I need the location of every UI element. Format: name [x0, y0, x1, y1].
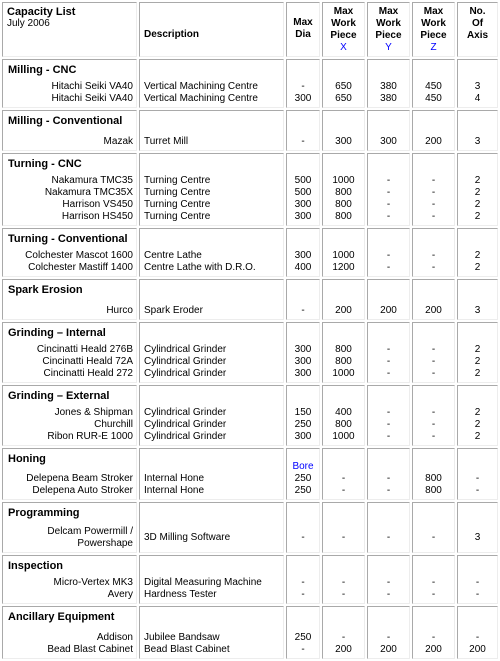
max-z-value: - [431, 344, 436, 355]
max-dia-value: 300 [294, 93, 312, 104]
max-y-value: - [386, 356, 391, 367]
machine-description: Centre Lathe [144, 250, 202, 261]
max-z-value: - [431, 175, 436, 186]
section-z-cell [412, 153, 455, 226]
machine-name: Delepena Beam Stroker [26, 473, 133, 484]
axis-count-value: - [475, 473, 480, 484]
list-date: July 2006 [7, 18, 50, 29]
section-z-cell [412, 555, 455, 604]
max-x-value: 800 [335, 187, 352, 198]
max-x-value: 650 [335, 93, 352, 104]
section-x-cell [322, 448, 365, 500]
section-axis-cell [457, 59, 498, 108]
max-x-value: 200 [335, 644, 352, 655]
axis-count-value: 2 [474, 262, 481, 273]
section-description-cell [139, 502, 284, 553]
max-dia-value: 300 [294, 368, 312, 379]
max-y-value: - [386, 199, 391, 210]
section-x-cell [322, 228, 365, 277]
max-y-value: - [386, 250, 391, 261]
section-machine-cell [2, 448, 137, 500]
section-x-cell [322, 322, 365, 383]
max-dia-value: 250 [294, 419, 312, 430]
max-dia-value: 300 [294, 199, 312, 210]
max-y-value: - [386, 485, 391, 496]
machine-name: Bead Blast Cabinet [47, 644, 133, 655]
max-x-value: 1000 [332, 431, 355, 442]
section-dia-cell [286, 322, 320, 383]
section-dia-cell [286, 228, 320, 277]
machine-name: Delcam Powermill / [47, 526, 133, 537]
max-y-value: 200 [380, 644, 397, 655]
section-title: Turning - Conventional [8, 233, 128, 245]
max-dia-value: 300 [294, 344, 312, 355]
machine-description: Turning Centre [144, 211, 211, 222]
machine-name: Nakamura TMC35 [51, 175, 133, 186]
section-x-cell [322, 59, 365, 108]
section-y-cell [367, 228, 410, 277]
max-y-value: - [386, 419, 391, 430]
machine-name: Hitachi Seiki VA40 [51, 93, 133, 104]
max-z-value: - [431, 577, 436, 588]
axis-count-value: 3 [474, 136, 481, 147]
section-y-cell [367, 110, 410, 151]
header-title-cell [2, 2, 137, 57]
section-x-cell [322, 606, 365, 659]
machine-name: Churchill [94, 419, 133, 430]
max-y-value: - [386, 577, 391, 588]
max-z-value: - [431, 262, 436, 273]
section-y-cell [367, 448, 410, 500]
max-x-value: 200 [335, 305, 352, 316]
max-x-value: - [341, 473, 346, 484]
section-machine-cell [2, 59, 137, 108]
max-dia-value: - [301, 577, 305, 588]
section-axis-cell [457, 110, 498, 151]
header-work-line: Work [331, 18, 356, 29]
section-axis-cell [457, 502, 498, 553]
machine-name: Cincinatti Heald 272 [43, 368, 133, 379]
machine-name: Avery [107, 589, 133, 600]
section-description-cell [139, 385, 284, 446]
section-machine-cell [2, 279, 137, 320]
machine-name: Ribon RUR-E 1000 [47, 431, 133, 442]
max-z-value: - [431, 407, 436, 418]
machine-description: Hardness Tester [144, 589, 217, 600]
section-y-cell [367, 59, 410, 108]
max-x-value: 1200 [332, 262, 355, 273]
section-machine-cell [2, 502, 137, 553]
section-machine-cell [2, 322, 137, 383]
max-x-value: 650 [335, 81, 352, 92]
section-z-cell [412, 385, 455, 446]
machine-description: Cylindrical Grinder [144, 431, 227, 442]
max-y-value: - [386, 344, 391, 355]
max-z-value: 450 [425, 93, 442, 104]
axis-count-value: 2 [474, 250, 481, 261]
max-x-value: 400 [335, 407, 352, 418]
axis-count-value: 3 [474, 305, 481, 316]
section-y-cell [367, 502, 410, 553]
machine-description: Jubilee Bandsaw [144, 632, 220, 643]
max-x-value: 800 [335, 211, 352, 222]
max-dia-value: - [301, 305, 305, 316]
header-dia-line: Max [293, 17, 313, 28]
machine-description: Cylindrical Grinder [144, 356, 227, 367]
header-axis-letter: Z [430, 42, 437, 53]
section-dia-cell [286, 555, 320, 604]
max-y-value: - [386, 532, 391, 543]
section-title: Grinding – External [8, 390, 110, 402]
axis-count-value: 4 [474, 93, 481, 104]
section-z-cell [412, 502, 455, 553]
section-z-cell [412, 110, 455, 151]
max-x-value: 300 [335, 136, 352, 147]
section-machine-cell [2, 153, 137, 226]
machine-name-continued: Powershape [77, 538, 133, 549]
max-x-value: 1000 [332, 368, 355, 379]
max-dia-value: 300 [294, 356, 312, 367]
list-title: Capacity List [7, 6, 76, 18]
section-x-cell [322, 153, 365, 226]
section-axis-cell [457, 279, 498, 320]
section-title: Inspection [8, 560, 64, 572]
max-z-value: - [431, 356, 436, 367]
section-axis-cell [457, 385, 498, 446]
max-y-value: 300 [380, 136, 397, 147]
max-z-value: - [431, 589, 436, 600]
machine-name: Jones & Shipman [54, 407, 133, 418]
max-z-value: - [431, 431, 436, 442]
machine-description: Vertical Machining Centre [144, 81, 258, 92]
section-title: Honing [8, 453, 46, 465]
max-z-value: 800 [425, 485, 442, 496]
section-description-cell [139, 448, 284, 500]
machine-name: Nakamura TMC35X [44, 187, 133, 198]
max-y-value: - [386, 431, 391, 442]
max-z-value: - [431, 532, 436, 543]
header-description: Description [144, 29, 200, 40]
section-y-cell [367, 322, 410, 383]
section-x-cell [322, 502, 365, 553]
section-title: Milling - CNC [8, 64, 77, 76]
section-title: Programming [8, 507, 80, 519]
axis-count-value: 2 [474, 419, 481, 430]
max-x-value: 1000 [332, 250, 355, 261]
section-dia-cell [286, 153, 320, 226]
max-x-value: 800 [335, 356, 352, 367]
section-dia-cell [286, 606, 320, 659]
machine-description: Turret Mill [144, 136, 189, 147]
machine-name: Colchester Mascot 1600 [25, 250, 133, 261]
max-x-value: - [341, 632, 346, 643]
axis-count-value: 200 [469, 644, 486, 655]
section-y-cell [367, 606, 410, 659]
max-y-value: - [386, 262, 391, 273]
section-x-cell [322, 385, 365, 446]
section-description-cell [139, 555, 284, 604]
section-axis-cell [457, 322, 498, 383]
section-dia-cell [286, 385, 320, 446]
max-y-value: - [386, 589, 391, 600]
section-machine-cell [2, 228, 137, 277]
machine-description: Digital Measuring Machine [144, 577, 262, 588]
section-z-cell [412, 606, 455, 659]
section-dia-cell [286, 279, 320, 320]
section-y-cell [367, 385, 410, 446]
max-y-value: 380 [380, 81, 397, 92]
section-machine-cell [2, 606, 137, 659]
max-dia-value: - [301, 136, 305, 147]
max-dia-value: 300 [294, 431, 312, 442]
max-z-value: - [431, 211, 436, 222]
max-y-value: - [386, 211, 391, 222]
section-title: Spark Erosion [8, 284, 83, 296]
header-axis-line: Of [471, 18, 484, 29]
header-axis-line: Axis [466, 30, 489, 41]
header-axis-letter: X [340, 42, 347, 53]
header-work-line: Piece [420, 30, 447, 41]
header-axis-count-cell [457, 2, 498, 57]
header-work-line: Piece [330, 30, 357, 41]
axis-count-value: 2 [474, 344, 481, 355]
max-z-value: 200 [425, 644, 442, 655]
machine-name: Hurco [106, 305, 133, 316]
section-dia-cell [286, 110, 320, 151]
max-x-value: 1000 [332, 175, 355, 186]
max-x-value: - [341, 532, 346, 543]
section-axis-cell [457, 606, 498, 659]
max-z-value: - [431, 199, 436, 210]
header-work-line: Work [421, 18, 446, 29]
machine-description: Vertical Machining Centre [144, 93, 258, 104]
max-z-value: 450 [425, 81, 442, 92]
section-axis-cell [457, 555, 498, 604]
machine-name: Mazak [103, 136, 133, 147]
machine-name: Hitachi Seiki VA40 [51, 81, 133, 92]
machine-description: Cylindrical Grinder [144, 419, 227, 430]
max-x-value: - [341, 577, 346, 588]
machine-name: Delepena Auto Stroker [32, 485, 133, 496]
axis-count-value: 2 [474, 211, 481, 222]
header-work-line: Work [376, 18, 401, 29]
section-description-cell [139, 110, 284, 151]
section-description-cell [139, 59, 284, 108]
header-description-cell [139, 2, 284, 57]
max-dia-value: 500 [294, 175, 312, 186]
max-dia-value: - [301, 532, 305, 543]
max-x-value: 800 [335, 419, 352, 430]
section-z-cell [412, 448, 455, 500]
header-work-line: Max [333, 6, 354, 17]
machine-name: Harrison VS450 [62, 199, 133, 210]
section-y-cell [367, 153, 410, 226]
axis-count-value: 3 [474, 532, 481, 543]
section-description-cell [139, 322, 284, 383]
max-x-value: 800 [335, 199, 352, 210]
axis-count-value: 2 [474, 356, 481, 367]
header-work-line: Piece [375, 30, 402, 41]
section-description-cell [139, 228, 284, 277]
machine-description: Internal Hone [144, 473, 205, 484]
max-dia-value: 300 [294, 211, 312, 222]
section-title: Grinding – Internal [8, 327, 106, 339]
section-machine-cell [2, 110, 137, 151]
header-axis-line: No. [469, 6, 486, 17]
section-y-cell [367, 555, 410, 604]
machine-name: Cincinatti Heald 72A [42, 356, 133, 367]
max-z-value: - [431, 250, 436, 261]
max-dia-value: 300 [294, 250, 312, 261]
machine-name: Micro-Vertex MK3 [53, 577, 133, 588]
machine-description: Turning Centre [144, 187, 211, 198]
machine-description: Cylindrical Grinder [144, 368, 227, 379]
max-dia-value: 250 [294, 485, 312, 496]
section-description-cell [139, 606, 284, 659]
section-z-cell [412, 322, 455, 383]
machine-description: Centre Lathe with D.R.O. [144, 262, 256, 273]
max-dia-value: 250 [294, 632, 312, 643]
max-z-value: - [431, 187, 436, 198]
machine-name: Cincinatti Heald 276B [36, 344, 133, 355]
axis-count-value: - [475, 485, 480, 496]
axis-count-value: 2 [474, 187, 481, 198]
max-dia-value: - [301, 589, 305, 600]
machine-description: 3D Milling Software [144, 532, 231, 543]
axis-count-value: 2 [474, 368, 481, 379]
max-y-value: - [386, 175, 391, 186]
section-dia-cell [286, 59, 320, 108]
max-dia-value: - [301, 81, 305, 92]
axis-count-value: - [475, 632, 480, 643]
machine-description: Cylindrical Grinder [144, 344, 227, 355]
max-dia-value: 250 [294, 473, 312, 484]
machine-description: Cylindrical Grinder [144, 407, 227, 418]
max-y-value: - [386, 368, 391, 379]
machine-name: Addison [96, 632, 133, 643]
section-machine-cell [2, 385, 137, 446]
section-axis-cell [457, 228, 498, 277]
machine-description: Internal Hone [144, 485, 205, 496]
section-title: Ancillary Equipment [8, 611, 115, 623]
max-z-value: - [431, 419, 436, 430]
max-y-value: 200 [380, 305, 397, 316]
section-dia-cell [286, 502, 320, 553]
axis-count-value: - [475, 577, 480, 588]
section-title: Milling - Conventional [8, 115, 123, 127]
header-work-line: Max [378, 6, 399, 17]
axis-count-value: 2 [474, 407, 481, 418]
machine-description: Turning Centre [144, 175, 211, 186]
section-machine-cell [2, 555, 137, 604]
header-dia-cell [286, 2, 320, 57]
axis-count-value: - [475, 589, 480, 600]
max-z-value: - [431, 368, 436, 379]
max-z-value: - [431, 632, 436, 643]
max-x-value: - [341, 485, 346, 496]
header-work-x-cell [322, 2, 365, 57]
machine-description: Spark Eroder [144, 305, 203, 316]
section-x-cell [322, 110, 365, 151]
machine-name: Colchester Mastiff 1400 [28, 262, 133, 273]
max-z-value: 200 [425, 136, 442, 147]
section-description-cell [139, 153, 284, 226]
max-dia-value: 150 [294, 407, 312, 418]
max-y-value: - [386, 473, 391, 484]
max-dia-value: - [301, 644, 305, 655]
header-dia-line: Dia [295, 29, 311, 40]
section-z-cell [412, 228, 455, 277]
max-y-value: - [386, 407, 391, 418]
section-axis-cell [457, 153, 498, 226]
max-z-value: 200 [425, 305, 442, 316]
section-x-cell [322, 555, 365, 604]
max-z-value: 800 [425, 473, 442, 484]
axis-count-value: 3 [474, 81, 481, 92]
section-y-cell [367, 279, 410, 320]
header-axis-letter: Y [385, 42, 392, 53]
header-work-y-cell [367, 2, 410, 57]
max-dia-value: 500 [294, 187, 312, 198]
section-axis-cell [457, 448, 498, 500]
axis-count-value: 2 [474, 431, 481, 442]
max-dia-value: 400 [294, 262, 312, 273]
max-x-value: - [341, 589, 346, 600]
section-dia-cell [286, 448, 320, 500]
axis-count-value: 2 [474, 199, 481, 210]
section-x-cell [322, 279, 365, 320]
machine-description: Turning Centre [144, 199, 211, 210]
max-x-value: 800 [335, 344, 352, 355]
bore-note: Bore [292, 461, 314, 472]
header-work-line: Max [423, 6, 444, 17]
max-y-value: - [386, 187, 391, 198]
max-y-value: - [386, 632, 391, 643]
header-work-z-cell [412, 2, 455, 57]
max-y-value: 380 [380, 93, 397, 104]
section-description-cell [139, 279, 284, 320]
axis-count-value: 2 [474, 175, 481, 186]
machine-description: Bead Blast Cabinet [144, 644, 230, 655]
section-z-cell [412, 279, 455, 320]
machine-name: Harrison HS450 [61, 211, 133, 222]
section-z-cell [412, 59, 455, 108]
section-title: Turning - CNC [8, 158, 82, 170]
